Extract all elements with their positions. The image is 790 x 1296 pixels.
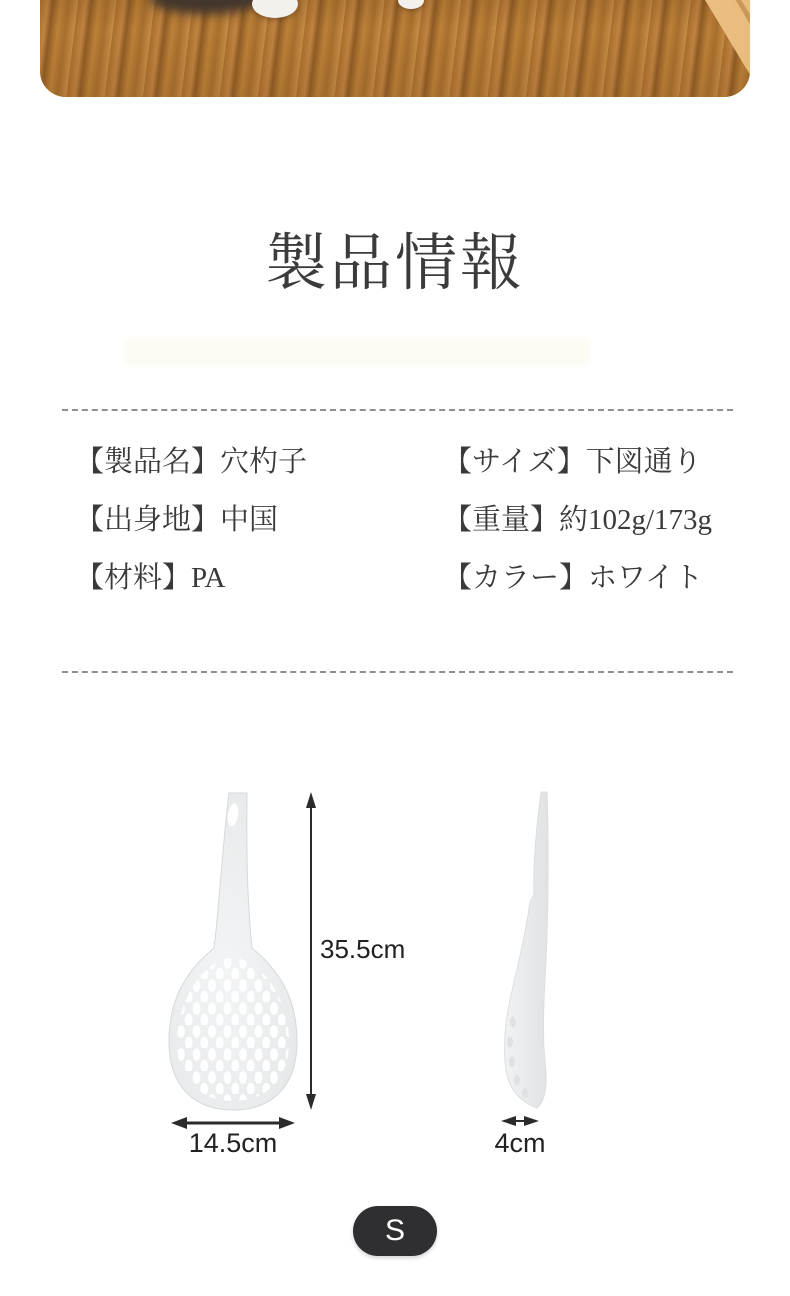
scoop-front-view (169, 793, 297, 1110)
diagram-drawing (0, 770, 790, 1170)
spec-color: 【カラー】ホワイト (443, 562, 704, 594)
spec-list-right (443, 447, 712, 621)
height-dimension-label: 35.5cm (320, 934, 406, 964)
size-badge-label: S (384, 1214, 405, 1247)
size-badge[interactable] (353, 1206, 437, 1256)
scoop-side-view (505, 792, 548, 1108)
spec-product-name: 【製品名】穴杓子 (75, 446, 308, 478)
depth-dimension-label: 4cm (494, 1128, 546, 1158)
height-dimension-arrow (306, 792, 316, 1110)
wood-table-texture (40, 0, 750, 97)
divider-top (62, 409, 733, 411)
depth-dimension-arrow (501, 1116, 539, 1126)
divider-bottom (62, 671, 733, 673)
product-diagram (0, 770, 790, 1170)
spec-material: 【材料】PA (75, 562, 226, 594)
spec-origin: 【出身地】中国 (75, 504, 279, 536)
hero-photo (40, 0, 750, 97)
spec-size: 【サイズ】下図通り (443, 446, 702, 478)
spec-list-left (75, 447, 307, 621)
spec-weight: 【重量】約102g/173g (443, 504, 713, 536)
title-underlay-band (125, 338, 590, 365)
width-dimension-label: 14.5cm (188, 1128, 278, 1158)
page-title: 製品情報 (264, 230, 525, 298)
